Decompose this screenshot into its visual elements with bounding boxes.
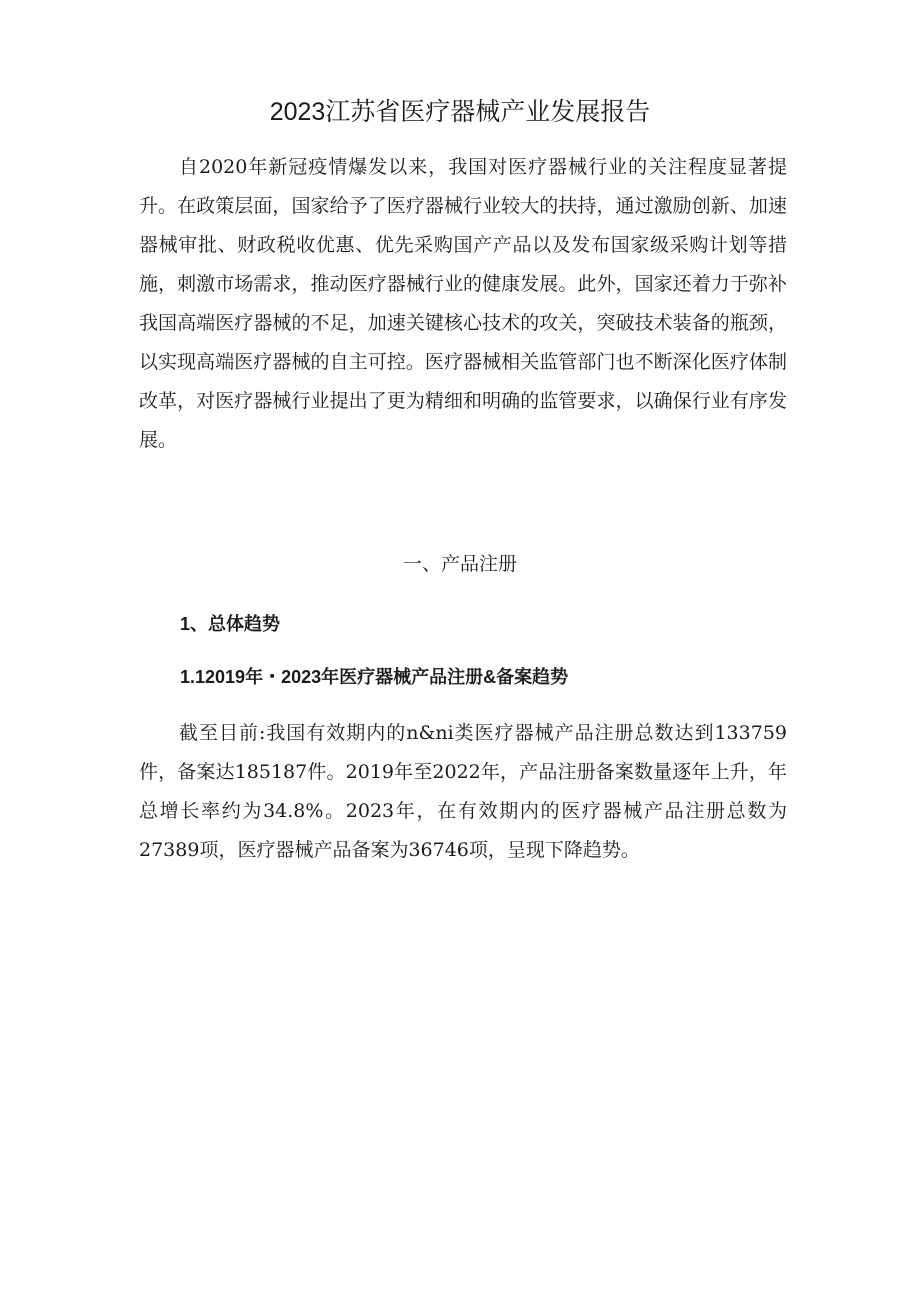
body-paragraph: 截至目前:我国有效期内的n&ni类医疗器械产品注册总数达到133759件，备案达185187件。2019年至2022年，产品注册备案数量逐年上升，年总增长率约为34.8%。2023年，在有效期内的医疗器械产品注册总数为27389项，医疗器械产品备案为36746项，呈现下降趋势。 bbox=[139, 722, 787, 861]
subsubsection-heading: 1.12019年・2023年医疗器械产品注册&备案趋势 bbox=[180, 667, 569, 687]
document-title: 2023江苏省医疗器械产业发展报告 bbox=[269, 98, 651, 126]
section-heading: 一、产品注册 bbox=[402, 554, 517, 575]
subsection-heading: 1、总体趋势 bbox=[180, 614, 281, 634]
intro-paragraph: 自2020年新冠疫情爆发以来，我国对医疗器械行业的关注程度显著提升。在政策层面，国家给予了医疗器械行业较大的扶持，通过激励创新、加速器械审批、财政税收优惠、优先采购国产产品以及发布国家级采购计划等措施，刺激市场需求，推动医疗器械行业的健康发展。此外，国家还着力于弥补我国高端医疗器械的不足，加速关键核心技术的攻关，突破技术装备的瓶颈，以实现高端医疗器械的自主可控。医疗器械相关监管部门也不断深化医疗体制改革，对医疗器械行业提出了更为精细和明确的监管要求，以确保行业有序发展。 bbox=[139, 156, 787, 451]
